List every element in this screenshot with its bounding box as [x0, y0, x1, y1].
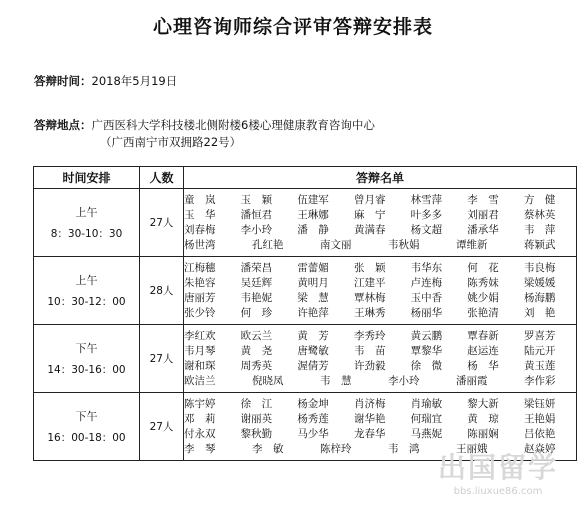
table-row [34, 189, 577, 257]
page-title: 心理咨询师综合评审答辩安排表 [152, 16, 433, 38]
candidate-name: 杨世湾 [184, 238, 216, 251]
candidate-name: 南文丽 [320, 238, 352, 251]
candidate-name: 马少华 [297, 427, 329, 440]
watermark-text: 出国留学 [437, 451, 558, 484]
candidate-name: 杨 华 [467, 359, 499, 372]
time-range: 14：30-16：00 [47, 364, 126, 376]
candidate-name: 黎大新 [467, 397, 499, 410]
candidate-name: 黄 琼 [467, 412, 499, 425]
candidate-name: 谭维新 [456, 238, 488, 251]
candidate-name: 韦艳妮 [240, 291, 273, 304]
candidate-name: 谢华艳 [353, 412, 386, 425]
candidate-name: 杨海鹏 [523, 291, 556, 304]
candidate-name: 许劲毅 [353, 359, 386, 372]
candidate-name: 梁钰妍 [523, 397, 556, 410]
candidate-name: 周秀英 [240, 359, 273, 372]
candidate-name: 李 琴 [184, 442, 216, 455]
table-header-row [34, 167, 577, 189]
candidate-name: 李红欢 [184, 329, 216, 342]
time-range: 10：30-12：00 [47, 296, 126, 308]
header-names: 答辩名单 [184, 167, 577, 189]
candidate-name: 黄 芳 [297, 329, 329, 342]
candidate-name: 玉 华 [184, 208, 216, 221]
names-line [184, 374, 576, 389]
names-line [184, 397, 576, 412]
candidate-name: 杨丽华 [410, 306, 443, 319]
table-row [34, 257, 577, 325]
candidate-name: 雷蕾媚 [297, 261, 329, 274]
schedule-table [33, 166, 577, 461]
names-line [184, 412, 576, 427]
candidate-name: 林雪萍 [410, 193, 443, 206]
candidate-name: 杨金坤 [297, 397, 329, 410]
candidate-name: 张 颖 [353, 261, 386, 274]
exam-time-label: 答辩时间： [34, 74, 92, 88]
candidate-name: 邓 莉 [184, 412, 216, 425]
candidate-name: 潘恒君 [240, 208, 273, 221]
candidate-name: 韦 鸿 [388, 442, 420, 455]
candidate-name: 韦 慧 [320, 374, 352, 387]
names-line [184, 359, 576, 374]
time-period: 下午 [75, 342, 98, 355]
watermark-url: bbs.liuxue86.com [453, 486, 543, 497]
exam-time-line [34, 73, 177, 89]
candidate-name: 覃黎华 [410, 344, 443, 357]
candidate-name: 王琳秀 [353, 306, 386, 319]
time-slot-cell [34, 325, 140, 393]
time-period: 上午 [75, 206, 98, 219]
exam-place-label: 答辩地点： [34, 118, 92, 132]
candidate-name: 韦良梅 [523, 261, 556, 274]
names-line [184, 238, 576, 253]
candidate-name: 孔红艳 [252, 238, 284, 251]
names-line [184, 193, 576, 208]
candidate-name: 王琳娜 [297, 208, 329, 221]
time-slot-cell [34, 257, 140, 325]
candidate-name: 潘 静 [297, 223, 329, 236]
candidate-name: 徐 江 [240, 397, 273, 410]
time-range: 8：30-10：30 [50, 228, 123, 240]
candidate-name: 韦月琴 [184, 344, 216, 357]
candidate-name: 何 花 [467, 261, 499, 274]
time-range: 16：00-18：00 [47, 432, 126, 444]
candidate-name: 陈梓玲 [320, 442, 352, 455]
candidate-name: 蔡林英 [523, 208, 556, 221]
candidate-name: 麻 宁 [353, 208, 386, 221]
candidate-name: 蒋颖武 [524, 238, 556, 251]
exam-place-value: 广西医科大学科技楼北侧附楼6楼心理健康教育咨询中心 [91, 118, 375, 132]
candidate-name: 覃林梅 [353, 291, 386, 304]
candidate-name: 李 雪 [467, 193, 499, 206]
candidate-name: 梁媛媛 [523, 276, 556, 289]
names-line [184, 427, 576, 442]
candidate-name: 倪晓凤 [252, 374, 284, 387]
candidate-name: 杨秀莲 [297, 412, 329, 425]
candidate-name: 伍建军 [297, 193, 329, 206]
candidate-name: 陈丽娴 [467, 427, 499, 440]
candidate-name: 李小玲 [240, 223, 273, 236]
names-line [184, 208, 576, 223]
candidate-name: 吕依艳 [523, 427, 556, 440]
candidate-name: 欧洁兰 [184, 374, 216, 387]
candidate-name: 何 珍 [240, 306, 273, 319]
candidate-name: 韦秋娟 [388, 238, 420, 251]
candidate-name: 吴廷辉 [240, 276, 273, 289]
time-slot-cell [34, 393, 140, 461]
candidate-name: 江梅穗 [184, 261, 216, 274]
candidate-name: 黄玉莲 [523, 359, 556, 372]
candidate-name: 陈秀妹 [467, 276, 499, 289]
candidate-name: 刘 艳 [523, 306, 556, 319]
candidate-name: 覃春新 [467, 329, 499, 342]
candidate-name: 付永双 [184, 427, 216, 440]
candidate-name: 唐丽芳 [184, 291, 216, 304]
candidate-name: 玉中香 [410, 291, 443, 304]
candidate-name: 王艳娟 [523, 412, 556, 425]
candidate-name: 江建平 [353, 276, 386, 289]
candidate-name: 梁 慧 [297, 291, 329, 304]
candidate-name: 杨文超 [410, 223, 443, 236]
names-line [184, 344, 576, 359]
candidate-name: 渥倩芳 [297, 359, 329, 372]
names-line [184, 261, 576, 276]
count-cell: 28人 [140, 257, 184, 325]
candidate-name: 刘春梅 [184, 223, 216, 236]
candidate-name: 徐 微 [410, 359, 443, 372]
candidate-name: 方 健 [523, 193, 556, 206]
candidate-name: 黄云鹏 [410, 329, 443, 342]
candidate-name: 许艳萍 [297, 306, 329, 319]
count-cell: 27人 [140, 393, 184, 461]
header-count: 人数 [140, 167, 184, 189]
candidate-name: 黎秋勤 [240, 427, 273, 440]
candidate-name: 赵焱婷 [524, 442, 556, 455]
candidate-name: 罗喜芳 [523, 329, 556, 342]
candidate-name: 黄 尧 [240, 344, 273, 357]
candidate-name: 潘荣昌 [240, 261, 273, 274]
candidate-name: 张艳清 [467, 306, 499, 319]
candidate-name: 韦华东 [410, 261, 443, 274]
candidate-name: 童 岚 [184, 193, 216, 206]
names-line [184, 276, 576, 291]
exam-time-value: 2018年5月19日 [91, 74, 178, 88]
candidate-name: 卢连梅 [410, 276, 443, 289]
candidate-name: 唐鹭敏 [297, 344, 329, 357]
candidate-name: 李 敏 [252, 442, 284, 455]
candidate-name: 韦 萍 [523, 223, 556, 236]
count-cell: 27人 [140, 325, 184, 393]
candidate-name: 潘承华 [467, 223, 499, 236]
candidate-name: 李小玲 [388, 374, 420, 387]
candidate-name: 曾月睿 [353, 193, 386, 206]
candidate-name: 朱艳容 [184, 276, 216, 289]
candidate-name: 谢丽英 [240, 412, 273, 425]
exam-place-line [34, 117, 375, 133]
names-cell [184, 257, 577, 325]
candidate-name: 陆元开 [523, 344, 556, 357]
candidate-name: 欧云兰 [240, 329, 273, 342]
candidate-name: 肖济梅 [353, 397, 386, 410]
candidate-name: 马燕妮 [410, 427, 443, 440]
candidate-name: 何瑞宜 [410, 412, 443, 425]
exam-place-note: （广西南宁市双拥路22号） [100, 135, 242, 149]
time-period: 上午 [75, 274, 98, 287]
candidate-name: 黄满春 [353, 223, 386, 236]
watermark-logo [418, 446, 578, 497]
candidate-name: 陈宇婷 [184, 397, 216, 410]
candidate-name: 李秀玲 [353, 329, 386, 342]
candidate-name: 李作彩 [524, 374, 556, 387]
candidate-name: 谢和琛 [184, 359, 216, 372]
candidate-name: 韦 苗 [353, 344, 386, 357]
candidate-name: 刘丽君 [467, 208, 499, 221]
candidate-name: 龙春华 [353, 427, 386, 440]
names-line [184, 223, 576, 238]
time-slot-cell [34, 189, 140, 257]
candidate-name: 赵运连 [467, 344, 499, 357]
candidate-name: 姚少娟 [467, 291, 499, 304]
table-row [34, 325, 577, 393]
names-line [184, 306, 576, 321]
names-cell [184, 325, 577, 393]
header-time: 时间安排 [34, 167, 140, 189]
names-line [184, 291, 576, 306]
candidate-name: 黄明月 [297, 276, 329, 289]
candidate-name: 王丽娥 [456, 442, 488, 455]
time-period: 下午 [75, 410, 98, 423]
candidate-name: 潘丽霞 [456, 374, 488, 387]
candidate-name: 叶多多 [410, 208, 443, 221]
candidate-name: 肖瑜敏 [410, 397, 443, 410]
count-cell: 27人 [140, 189, 184, 257]
candidate-name: 张少铃 [184, 306, 216, 319]
candidate-name: 玉 颖 [240, 193, 273, 206]
names-line [184, 329, 576, 344]
names-cell [184, 189, 577, 257]
